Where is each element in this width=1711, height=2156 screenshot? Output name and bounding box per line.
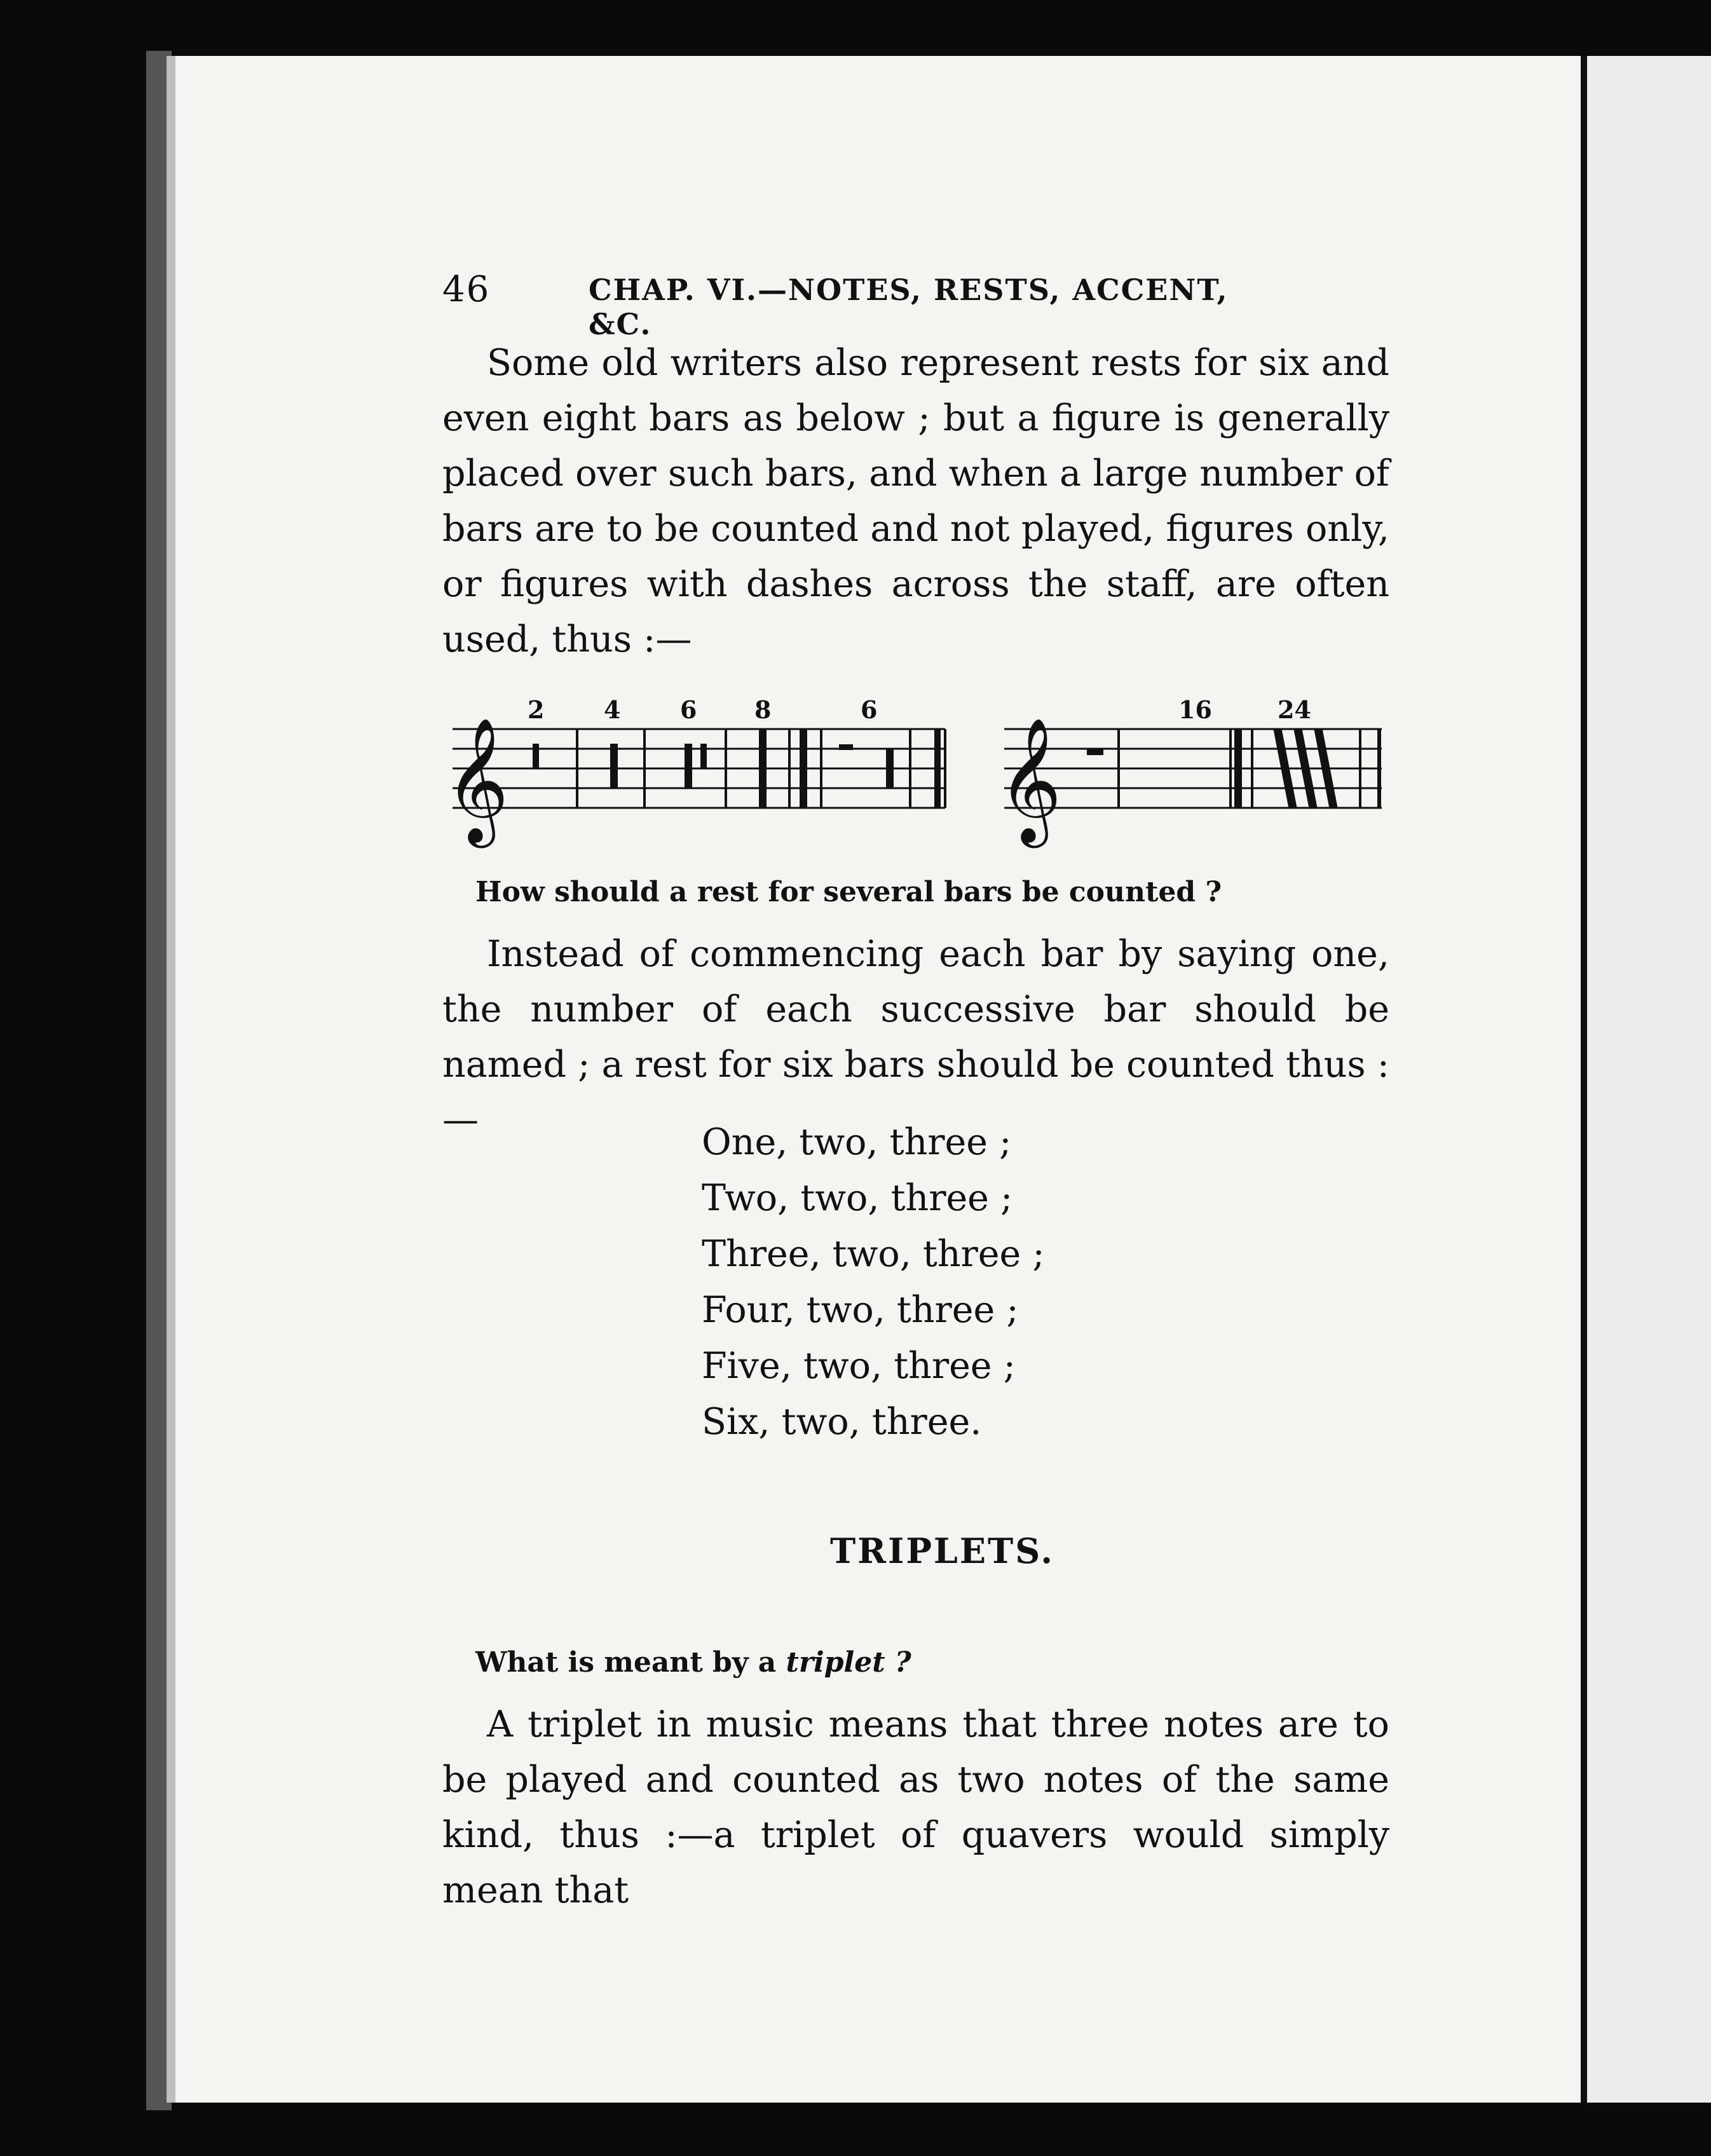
- paragraph-text: Instead of commencing each bar by saying one, the number of each successive bar should be named ; a rest for six bars should be counted thus :—: [442, 933, 1389, 1141]
- section-heading: TRIPLETS.: [830, 1531, 1055, 1571]
- figure-label: 24: [1278, 695, 1311, 724]
- treble-clef-icon: 𝄞: [998, 717, 1062, 843]
- staff-one: [453, 729, 945, 808]
- count-line: Six, two, three.: [702, 1401, 982, 1443]
- question-prefix: What is meant by a: [475, 1646, 777, 1679]
- six-bar-rest-icon: [685, 744, 692, 788]
- six-bar-figure-rest-icon: [839, 744, 853, 750]
- figure-label: 6: [680, 695, 697, 724]
- paragraph-old-writers: [442, 336, 1389, 667]
- paragraph-text: A triplet in music means that three notes are to be played and counted as two notes of the same kind, thus :—a triplet of quavers would simply mean that: [442, 1703, 1389, 1911]
- count-line: Two, two, three ;: [702, 1177, 1013, 1219]
- count-line: Three, two, three ;: [702, 1233, 1045, 1275]
- question-several-bars: How should a rest for several bars be counted ?: [475, 876, 1222, 908]
- question-triplet: [475, 1646, 911, 1679]
- adjacent-page-edge: [1581, 56, 1711, 2103]
- page-number: 46: [442, 269, 491, 310]
- paragraph-text: Some old writers also represent rests for six and even eight bars as below ; but a figure is generally placed over such bars, and when a large number of bars are to be counted and not played, figures only, or figures with dashes across the staff, are often used, thus :—: [442, 342, 1389, 660]
- figure-label: 2: [528, 695, 545, 724]
- count-line: One, two, three ;: [702, 1121, 1012, 1163]
- eight-bar-rest-icon: [759, 729, 767, 808]
- running-header: [442, 264, 1234, 341]
- figure-label: 4: [604, 695, 621, 724]
- counting-lines: [702, 1114, 1045, 1450]
- two-bar-rest-icon: [533, 744, 539, 769]
- rest-notation-example: [440, 690, 1393, 852]
- whole-rest-icon: [1087, 749, 1103, 755]
- dash-rest-icon: [1278, 729, 1333, 808]
- four-bar-rest-icon: [610, 744, 618, 788]
- count-line: Five, two, three ;: [702, 1345, 1016, 1387]
- figure-label: 6: [861, 695, 878, 724]
- question-term: triplet ?: [786, 1646, 911, 1679]
- paragraph-triplet: [442, 1697, 1389, 1918]
- figure-label: 8: [754, 695, 772, 724]
- figure-label: 16: [1178, 695, 1212, 724]
- chapter-title: CHAP. VI.—NOTES, RESTS, ACCENT, &C.: [589, 273, 1229, 341]
- treble-clef-icon: 𝄞: [445, 717, 509, 843]
- count-line: Four, two, three ;: [702, 1289, 1019, 1331]
